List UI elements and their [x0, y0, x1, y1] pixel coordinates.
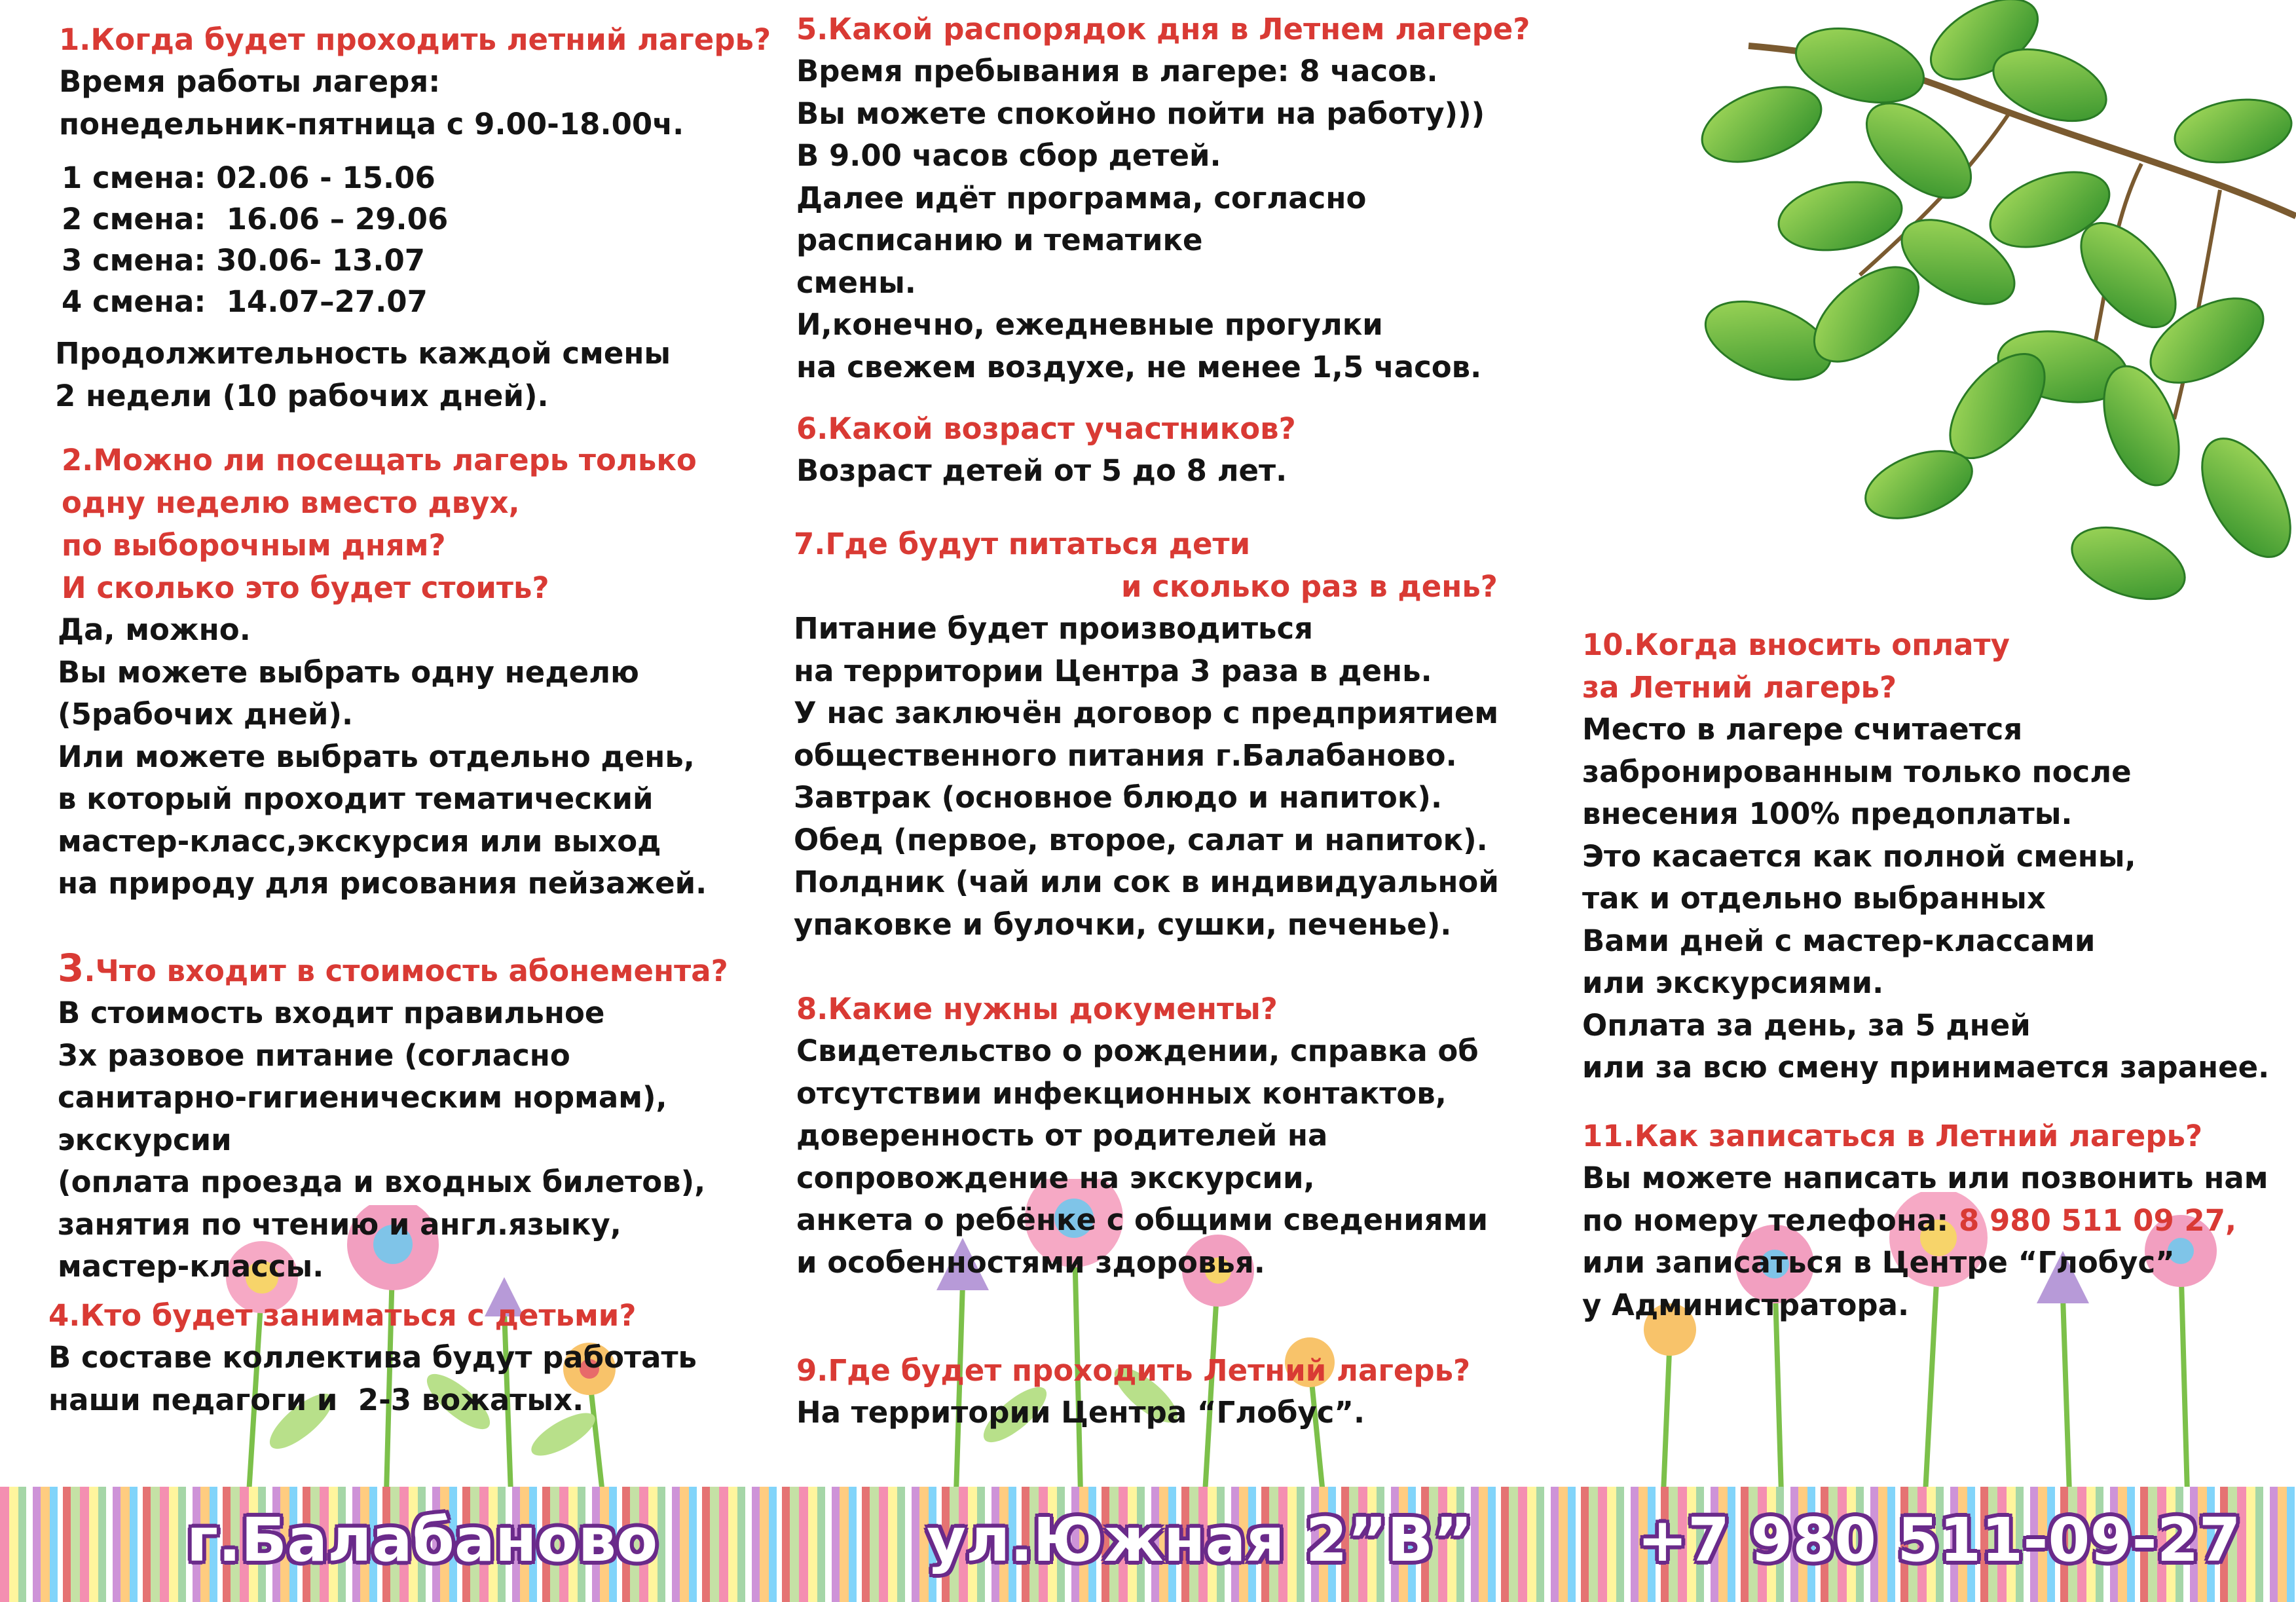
- q7-title-line1: 7.Где будут питаться дети: [794, 527, 1251, 561]
- q3-number: 3: [58, 946, 84, 990]
- q1-body: Время работы лагеря: понедельник-пятница с 9.00-18.00ч.: [59, 64, 684, 141]
- q7-body: Питание будет производиться на территории Центра 3 раза в день. У нас заключён договор с предприятием общественного питания г.Балабаново. Завтрак (основное блюдо и напиток). Обед (первое, второе, салат и напиток). Полдник (чай или сок в индивидуальной упаковке и булочки, сушки, печенье).: [794, 611, 1499, 942]
- q2-body: Да, можно. Вы можете выбрать одну неделю (5рабочих дней). Или можете выбрать отдельно день, в который проходит тематический мастер-класс,экскурсия или выход на природу для рисования пейзажей.: [58, 612, 707, 901]
- q5-title: 5.Какой распорядок дня в Летнем лагере?: [796, 12, 1530, 47]
- q11-line3: или записаться в Центре “Глобус” у Администратора.: [1582, 1245, 2175, 1322]
- q10-title: 10.Когда вносить оплату за Летний лагерь?: [1582, 627, 2010, 705]
- banner-phone: +7 980 511-09-27: [1637, 1505, 2241, 1575]
- q7-title-line2: и сколько раз в день?: [1121, 569, 1498, 604]
- green-leaves-branch-icon: [1552, 0, 2296, 629]
- q1-title: 1.Когда будет проходить летний лагерь?: [59, 22, 771, 57]
- q3-body: В стоимость входит правильное 3х разовое питание (согласно санитарно-гигиеническим нормам), экскурсии (оплата проезда и входных билетов), занятия по чтению и англ.языку, мастер-классы.: [58, 996, 706, 1284]
- q1-duration: Продолжительность каждой смены 2 недели (10 рабочих дней).: [55, 336, 671, 413]
- shifts-list: [62, 157, 448, 322]
- q2-title: 2.Можно ли посещать лагерь только одну неделю вместо двух, по выборочным дням? И сколько это будет стоить?: [62, 443, 697, 605]
- shift-3: 3 смена: 30.06- 13.07: [62, 243, 426, 278]
- q8-body: Свидетельство о рождении, справка об отсутствии инфекционных контактов, доверенность от родителей на сопровождение на экскурсии, анкета о ребёнке с общими сведениями и особенностями здоровья.: [796, 1034, 1489, 1280]
- shift-4: 4 смена: 14.07–27.07: [62, 284, 428, 319]
- q6-title: 6.Какой возраст участников?: [796, 411, 1296, 446]
- banner-street: ул.Южная 2”В”: [927, 1505, 1473, 1575]
- shift-2: 2 смена: 16.06 – 29.06: [62, 202, 449, 236]
- banner-city: г.Балабаново: [187, 1505, 658, 1575]
- q11-line2-prefix: по номеру телефона:: [1582, 1202, 1959, 1238]
- q10-body: Место в лагере считается забронированным только после внесения 100% предоплаты. Это касается как полной смены, так и отдельно выбранных Вами дней с мастер-классами или экскурсиями. Оплата за день, за 5 дней или за всю смену принимается заранее.: [1582, 712, 2270, 1085]
- shift-1: 1 смена: 02.06 - 15.06: [62, 160, 435, 195]
- q5-body: Время пребывания в лагере: 8 часов. Вы можете спокойно пойти на работу))) В 9.00 часов сбор детей. Далее идёт программа, согласно расписанию и тематике смены. И,конечно, ежедневные прогулки на свежем воздухе, не менее 1,5 часов.: [796, 54, 1485, 384]
- q11-phone: 8 980 511 09 27,: [1958, 1202, 2237, 1238]
- q8-title: 8.Какие нужны документы?: [796, 992, 1278, 1026]
- q3-title: .Что входит в стоимость абонемента?: [84, 954, 728, 988]
- q4-title: 4.Кто будет заниматься с детьми?: [48, 1298, 637, 1333]
- q6-body: Возраст детей от 5 до 8 лет.: [796, 453, 1287, 488]
- q4-body: В составе коллектива будут работать наши педагоги и 2-3 вожатых.: [48, 1340, 697, 1417]
- q11-line1: Вы можете написать или позвонить нам: [1582, 1161, 2268, 1195]
- q11-title: 11.Как записаться в Летний лагерь?: [1582, 1119, 2203, 1153]
- q9-body: На территории Центра “Глобус”.: [796, 1395, 1365, 1430]
- q9-title: 9.Где будет проходить Летний лагерь?: [796, 1353, 1471, 1388]
